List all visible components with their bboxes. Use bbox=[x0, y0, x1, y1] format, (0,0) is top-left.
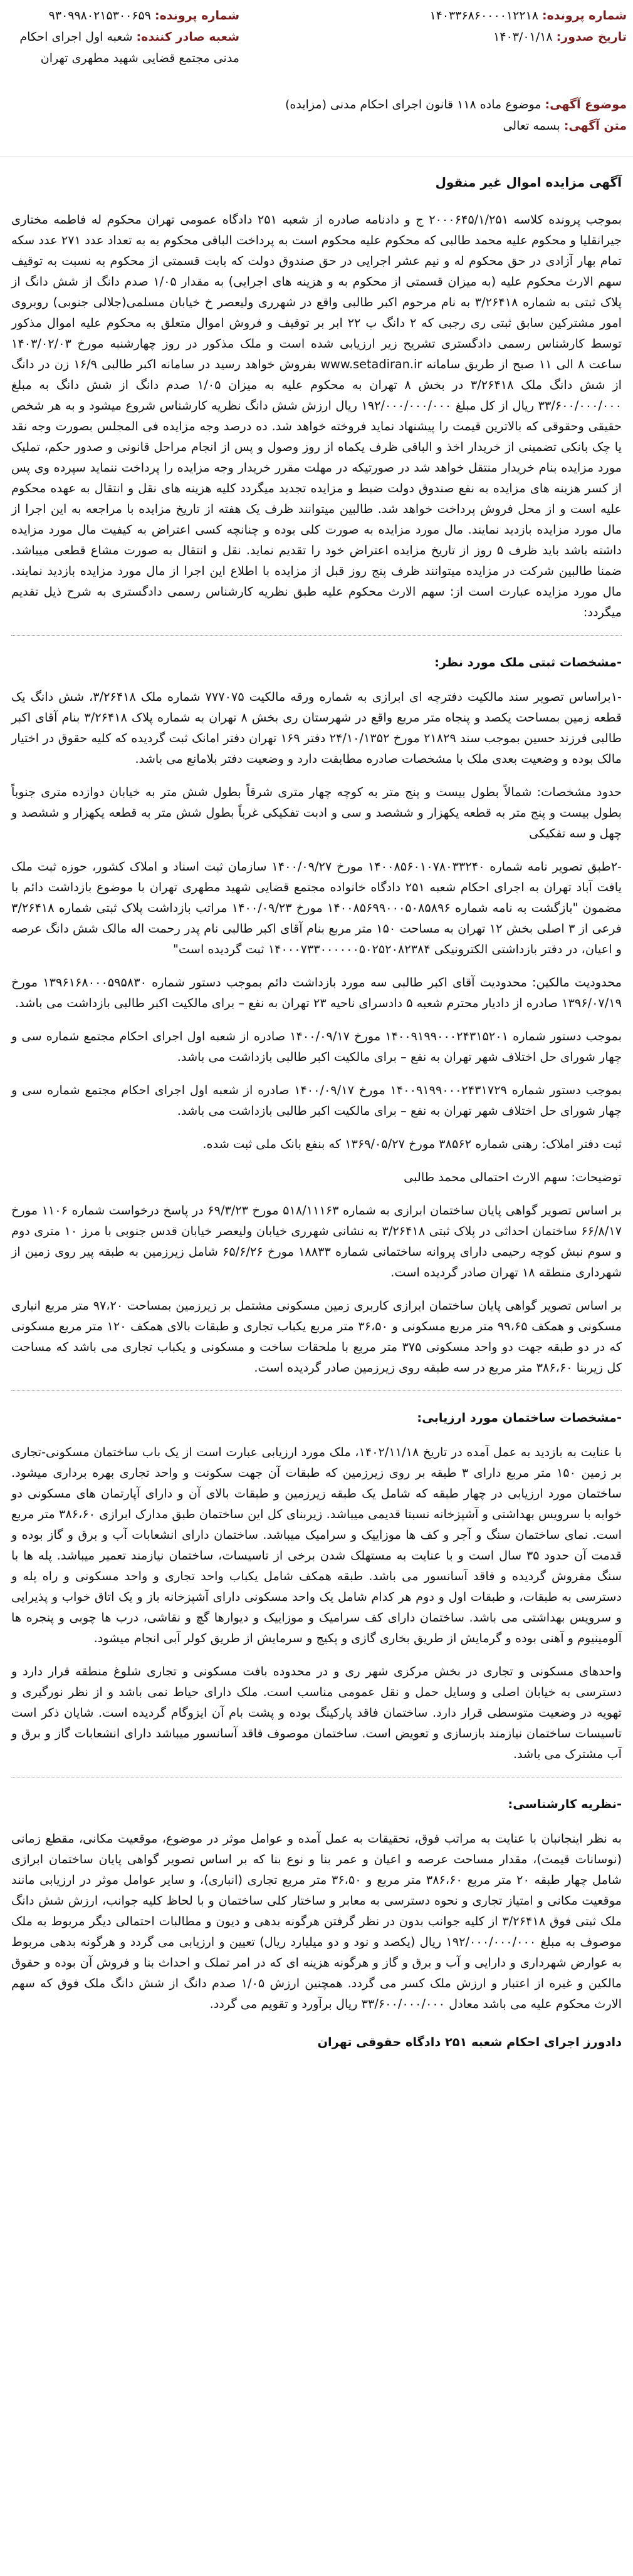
notice-text-row bbox=[6, 115, 627, 137]
completion-certificate-paragraph-2: بر اساس تصویر گواهی پایان ساختمان ابرازی کاربری زمین مسکونی مشتمل بر زیرزمین بمساحت ۹۷،۲۰ متر مربع انباری مسکونی و همکف ۹۹،۶۵ متر مربع مسکونی و ۳۶،۵۰ متر مربع یکباب تجاری و طبقات بالای همکف ۱۲۰ متر مربع مسکونی که در دو طبقه جهت دو واحد مسکونی ۳۷۵ متر مربع با ملحقات ساخت و مسکونی و یکباب تجاری می باشد که مساحت کل زیربنا ۳۸۶،۶۰ متر مربع در سه طبقه روی زیرزمین صادر گردیده است. bbox=[11, 1298, 622, 1375]
issuing-branch-label: شعبه صادر کننده: bbox=[136, 30, 239, 44]
issuing-branch-row bbox=[8, 26, 239, 69]
divider bbox=[11, 635, 622, 636]
registration-paragraph-7: ثبت دفتر املاک: رهنی شماره ۳۸۵۶۲ مورخ ۱۳۶۹/۰۵/۲۷ که بنفع بانک ملی ثبت شده. bbox=[202, 1137, 622, 1151]
section-expert-opinion-title: -نظریه کارشناسی: bbox=[508, 1797, 622, 1811]
issue-date-label: تاریخ صدور: bbox=[556, 30, 627, 44]
issuing-branch-value: شعبه اول اجرای احکام مدنی مجتمع قضایی شهید مطهری تهران bbox=[19, 30, 239, 65]
registration-paragraph-4: محدودیت مالکین: محدودیت آقای اکبر طالبی سه مورد بازداشت دائم بموجب دستور شماره ۱۳۹۶۱۶۸۰۰۰۵۹۵۸۳۰ مورخ ۱۳۹۶/۰۷/۱۹ صادره از دادیار محترم شعبه ۵ دادسرای ناحیه ۲۳ تهران به نفع – برای مالکیت اکبر طالبی بازداشت می باشد. bbox=[11, 975, 622, 1010]
file-number-label: شماره پرونده: bbox=[154, 9, 239, 23]
notice-title: آگهی مزایده اموال غیر منقول bbox=[435, 175, 622, 190]
registration-paragraph-6: بموجب دستور شماره ۱۴۰۰۹۱۹۹۰۰۰۲۴۳۱۷۲۹ مورخ ۱۴۰۰/۰۹/۱۷ صادره از شعبه اول اجرای احکام مجتمع شماره سی و چهار شورای حل اختلاف شهر تهران به نفع – برای مالکیت اکبر طالبی بازداشت می باشد. bbox=[11, 1083, 622, 1118]
section-registration-title: -مشخصات ثبتی ملک مورد نظر: bbox=[434, 655, 622, 670]
notice-body bbox=[0, 157, 633, 2052]
registration-paragraph-2: حدود مشخصات: شمالاً بطول بیست و پنج متر به کوچه چهار متری شرقاً بطول شش متر به خیابان دوازده متری جنوباً بطول بیست و پنج متر به قطعه یکهزار و ششصد و سی و ادبت تفکیکی غرباً بطول شش متر به قطعه یکهزار و ششصد و چهل و سه تفکیکی bbox=[11, 785, 622, 841]
header-subject-block bbox=[6, 94, 627, 137]
divider bbox=[11, 1390, 622, 1391]
file-number-value: ۹۳۰۹۹۸۰۲۱۵۳۰۰۶۵۹ bbox=[48, 9, 151, 23]
case-number-label: شماره پرونده: bbox=[541, 9, 627, 23]
notice-text-value: بسمه تعالی bbox=[503, 119, 560, 133]
subject-value: موضوع ماده ۱۱۸ قانون اجرای احکام مدنی (مزایده) bbox=[285, 98, 541, 111]
issue-date-row bbox=[238, 26, 627, 48]
notice-header bbox=[0, 0, 633, 157]
registration-paragraph-3: -۲طبق تصویر نامه شماره ۱۴۰۰۸۵۶۰۱۰۷۸۰۳۳۲۴۰ مورخ ۱۴۰۰/۰۹/۲۷ سازمان ثبت اسناد و املاک کشور، حوزه ثبت ملک یافت آباد تهران به اجرای احکام شعبه ۲۵۱ دادگاه خانواده مجتمع قضایی شهید مطهری تهران با موضوع بازداشت دائم با مضمون "بازگشت به نامه شماره ۱۴۰۰۸۵۶۹۹۰۰۰۵۰۸۵۸۹۶ مورخ ۱۴۰۰/۰۹/۲۳ مراتب بازداشت پلاک ثبتی شماره ۳/۲۶۴۱۸ فرعی از ۳ اصلی بخش ۱۲ تهران به مساحت ۱۵۰ متر مربع بنام آقای اکبر طالبی نام پدر رحمت اله مالک شش دانگ عرصه و اعیان، در دفتر بازداشتی الکترونیکی ۱۴۰۰۰۷۳۳۰۰۰۰۰۰۵۰۲۵۲۰۸۲۳۸۴ ثبت گردیده است" bbox=[11, 859, 622, 956]
building-paragraph-1: با عنایت به بازدید به عمل آمده در تاریخ ۱۴۰۲/۱۱/۱۸، ملک مورد ارزیابی عبارت است از یک باب ساختمان مسکونی-تجاری بر زمین ۱۵۰ متر مربع دارای ۳ طبقه بر روی زیرزمین که طبقات آن جهت سکونت و واحد تجاری بهره برداری میشود. ساختمان مورد ارزیابی در چهار طبقه که شامل یک طبقه زیرزمین و طبقات بالای آن و دارای آپارتمان های مسکونی دو خوابه با سرویس بهداشتی و آشپزخانه نسبتا قدیمی میباشد. زیربنای کل این ساختمان طبق مدارک ابرازی ۳۸۶،۶۰ متر مربع است. نمای ساختمان سنگ و آجر و کف ها موزاییک و سرامیک میباشد. ساختمان دارای انشعابات آب و برق و گاز بوده و قدمت آن حدود ۳۵ سال است و با عنایت به مستهلک شدن برخی از تاسیسات، ساختمان نیازمند تعمیر میباشد. پله ها با سنگ مفروش گردیده و فاقد آسانسور می باشد. طبقه همکف شامل یکباب واحد تجاری و واحد مسکونی و راه پله و دسترسی به طبقات، و طبقات اول و دوم هر کدام شامل یک واحد مسکونی دارای آشپزخانه باز و یک اتاق خواب و پذیرایی و سرویس بهداشتی می باشد. ساختمان دارای کف سرامیک و موزاییک و دیوارها گچ و نقاشی، درب ها چوبی و پنجره ها آلومینیوم و آهنی بوده و گرمایش از طریق بخاری گازی و پکیج و سرمایش از طریق کولر آبی انجام میشود. bbox=[11, 1445, 622, 1645]
registration-paragraph-5: بموجب دستور شماره ۱۴۰۰۹۱۹۹۰۰۰۲۴۳۱۵۲۰۱ مورخ ۱۴۰۰/۰۹/۱۷ صادره از شعبه اول اجرای احکام مجتمع شماره سی و چهار شورای حل اختلاف شهر تهران به نفع – برای مالکیت اکبر طالبی بازداشت می باشد. bbox=[11, 1029, 622, 1064]
header-right-column bbox=[238, 5, 627, 48]
subject-label: موضوع آگهی: bbox=[545, 98, 627, 111]
building-paragraph-2: واحدهای مسکونی و تجاری در بخش مرکزی شهر ری و در محدوده بافت مسکونی و تجاری شلوغ منطقه قرار دارد و دسترسی به خیابان اصلی و وسایل حمل و نقل عمومی مناسب است. ملک دارای حیاط نمی باشد و از نظر نورگیری و تهویه در وضعیت متوسطی قرار دارد. ساختمان فاقد پارکینگ بوده و پشت بام آن ایزوگام گردیده است. شایان ذکر است تاسیسات ساختمان نیازمند بازسازی و تعویض است. ساختمان موصوف فاقد آسانسور میباشد دارای انشعابات گاز و برق و آب مشترک می باشد. bbox=[11, 1664, 622, 1761]
expert-opinion-paragraph: به نظر اینجانبان با عنایت به مراتب فوق، تحقیقات به عمل آمده و عوامل موثر در موضوع، موقعیت مکانی، مقطع زمانی (نوسانات قیمت)، مقدار مساحت عرصه و اعیان و عمر بنا و نوع بنا که بر اساس تصویر گواهی پایان ساختمان ابرازی شامل چهار طبقه ۲۰ متر مربع ۳۸۶،۶۰ متر مربع و ۳۶،۵۰ متر مربع تجاری (انباری)، و سایر عوامل موثر در ارزیابی مانند موقعیت مکانی و امتیاز تجاری و نحوه دسترسی به معابر و ساختار کلی ساختمان و با لحاظ کلیه جوانب، ارزش شش دانگ ملک ثبتی فوق ۳/۲۶۴۱۸ از کلیه جوانب بدون در نظر گرفتن هرگونه بدهی و دیون و مطالبات احتمالی دیگر مربوط به ملک موصوف به مبلغ ۱۹۲/۰۰۰/۰۰۰/۰۰۰ ریال (یکصد و نود و دو میلیارد ریال) تعیین و ارزیابی می گردد و هرگونه بدهی مربوط به عوارض شهرداری و دارایی و آب و برق و گاز و هرگونه هزینه ای که در امر تملک و احداث بنا و فروش آن بوده و حقوق مالکین و غیره از اعتبار و ارزش ملک کسر می گردد. همچنین ارزش ۱/۰۵ صدم دانگ از شش دانگ ملک فوق که سهم الارث محکوم علیه می باشد معادل ۳۳/۶۰۰/۰۰۰/۰۰۰ ریال برآورد و تقویم می گردد. bbox=[11, 1831, 622, 2011]
signature-line: دادورز اجرای احکام شعبه ۲۵۱ دادگاه حقوقی تهران bbox=[317, 2035, 622, 2049]
section-building-title: -مشخصات ساختمان مورد ارزیابی: bbox=[417, 1410, 622, 1425]
notice-text-label: متن آگهی: bbox=[563, 119, 627, 133]
issue-date-value: ۱۴۰۳/۰۱/۱۸ bbox=[493, 30, 553, 44]
explanation-paragraph: توضیحات: سهم الارث احتمالی محمد طالبی bbox=[404, 1170, 622, 1184]
case-number-value: ۱۴۰۳۳۶۸۶۰۰۰۰۱۲۲۱۸ bbox=[429, 9, 538, 23]
completion-certificate-paragraph-1: بر اساس تصویر گواهی پایان ساختمان ابرازی به شماره ۵۱۸/۱۱۱۶۳ مورخ ۶۹/۳/۲۳ در پاسخ درخواست شماره ۱۱۰۶ مورخ ۶۶/۸/۱۷ ساختمان احداثی در پلاک ثبتی ۳/۲۶۴۱۸ به نشانی شهرری خیابان ولیعصر خیابان قدس جنوبی با مرز ۱۰ متری دوم و سوم نبش کوچه رحیمی دارای پروانه ساختمانی شماره ۱۸۸۳۳ مورخ ۶۵/۶/۲۶ شامل زیرزمین به طبقه پیر روی زمین از شهرداری منطقه ۱۸ تهران صادر گردیده است. bbox=[11, 1203, 622, 1280]
intro-paragraph: بموجب پرونده کلاسه ۲۰۰۰۶۴۵/۱/۲۵۱ ج و دادنامه صادره از شعبه ۲۵۱ دادگاه عمومی تهران محکوم له فاطمه مختاری جیرانقلیا و محکوم علیه محمد طالبی که محکوم علیه محکوم است به پرداخت الباقی محکوم به به تعداد عدد ۲۷۱ عدد سکه تمام بهار آزادی در حق محکوم له و نیم عشر اجرایی در حق صندوق دولت که بابت قسمتی از محکوم به نسبت به توقیف سهم الارث محکوم علیه (به میزان قسمتی از محکوم به و هزینه های اجرایی) به مقدار ۱/۰۵ صدم دانگ از شش دانگ از پلاک ثبتی به شماره ۳/۲۶۴۱۸ به نام مرحوم اکبر طالبی واقع در شهرری ولیعصر خ خیابان مسلمی(جلالی جنوبی) روبروی امور مشترکین سابق ثبتی ری رجبی که ۲ دانگ پ ۲۲ ابر بر توقیف و فروش اموال متعلق به محکوم علیه اموال مذکور توسط کارشناس رسمی دادگستری تشریح زیر ارزیابی شده است و ملک مذکور در روز چهارشنبه مورخ ۱۴۰۳/۰۲/۰۳ ساعت ۸ الی ۱۱ صبح از طریق سامانه www.setadiran.ir بفروش خواهد رسید در سامانه اکبر طالبی ۱۶/۹ زن در دانگ از شش دانگ ملک ۳/۲۶۴۱۸ در بخش ۸ تهران به محکوم علیه به میزان ۱/۰۵ صدم دانگ از شش دانگ به مبلغ ۳۳/۶۰۰/۰۰۰/۰۰۰ ریال از کل مبلغ ۱۹۲/۰۰۰/۰۰۰/۰۰۰ ریال ارزش شش دانگ نظریه کارشناس شروع میشود و به هر شخص حقیقی وحقوقی که بالاترین قیمت را پیشنهاد نماید فروخته خواهد شد. ده درصد وجه مزایده فی المجلس بصورت وجه نقد یا چک بانکی تضمینی از خریدار اخذ و الباقی ظرف یکماه از روز وصول و پس از انجام مراحل قانونی و صدور حکم، تملیک مورد مزایده بنام خریدار منتقل خواهد شد در صورتیکه در مهلت مقرر خریدار وجه مزایده را پرداخت ننماید سپرده وی پس از کسر هزینه های مزایده به نفع صندوق دولت ضبط و مزایده تجدید میگردد کلیه هزینه های نقل و انتقال به عهده محکوم علیه است و از محل فروش پرداخت خواهد شد. طالبین میتوانند ظرف یک هفته از تاریخ مزایده با مراجعه به این اجرا از مال مورد مزایده بازدید نمایند. مال مورد مزایده به صورت کلی بوده و چنانچه کسی اعتراض به کیفیت مال مورد مزایده داشته باشد باید ظرف ۵ روز از تاریخ مزایده اعتراض خود را تقدیم نماید. نقل و انتقال به صورت مشاع قطعی میباشد. ضمنا طالبین شرکت در مزایده میتوانند ظرف پنج روز قبل از مزایده با اطلاع این اجرا از مال مورد مزایده بازدید نمایند. مال مورد مزایده عبارت است از: سهم الارث محکوم علیه طبق نظریه کارشناس رسمی دادگستری به شرح ذیل تقدیم میگردد: bbox=[11, 212, 622, 619]
registration-paragraph-1: -۱براساس تصویر سند مالکیت دفترچه ای ابرازی به شماره ورقه مالکیت ۷۷۷۰۷۵ شماره ملک ۳/۲۶۴۱۸، شش دانگ یک قطعه زمین بمساحت یکصد و پنجاه متر مربع واقع در شهرستان ری بخش ۸ تهران به شماره پلاک ۳/۲۶۴۱۸ بنام آقای اکبر طالبی فرزند حسین بموجب سند ۲۱۸۲۹ مورخ ۲۴/۱۰/۱۳۵۲ دفتر ۱۶۹ تهران دفتر امانک ثبت گردیده که کلیه حقوق در اختیار مالک بوده و وضعیت بعدی ملک با مشخصات صادره مطابقت دارد و وضعیت دفتر بلامانع می باشد. bbox=[11, 690, 622, 766]
file-number-row bbox=[8, 5, 239, 26]
subject-row bbox=[6, 94, 627, 115]
case-number-row bbox=[238, 5, 627, 26]
header-left-column bbox=[8, 5, 239, 69]
